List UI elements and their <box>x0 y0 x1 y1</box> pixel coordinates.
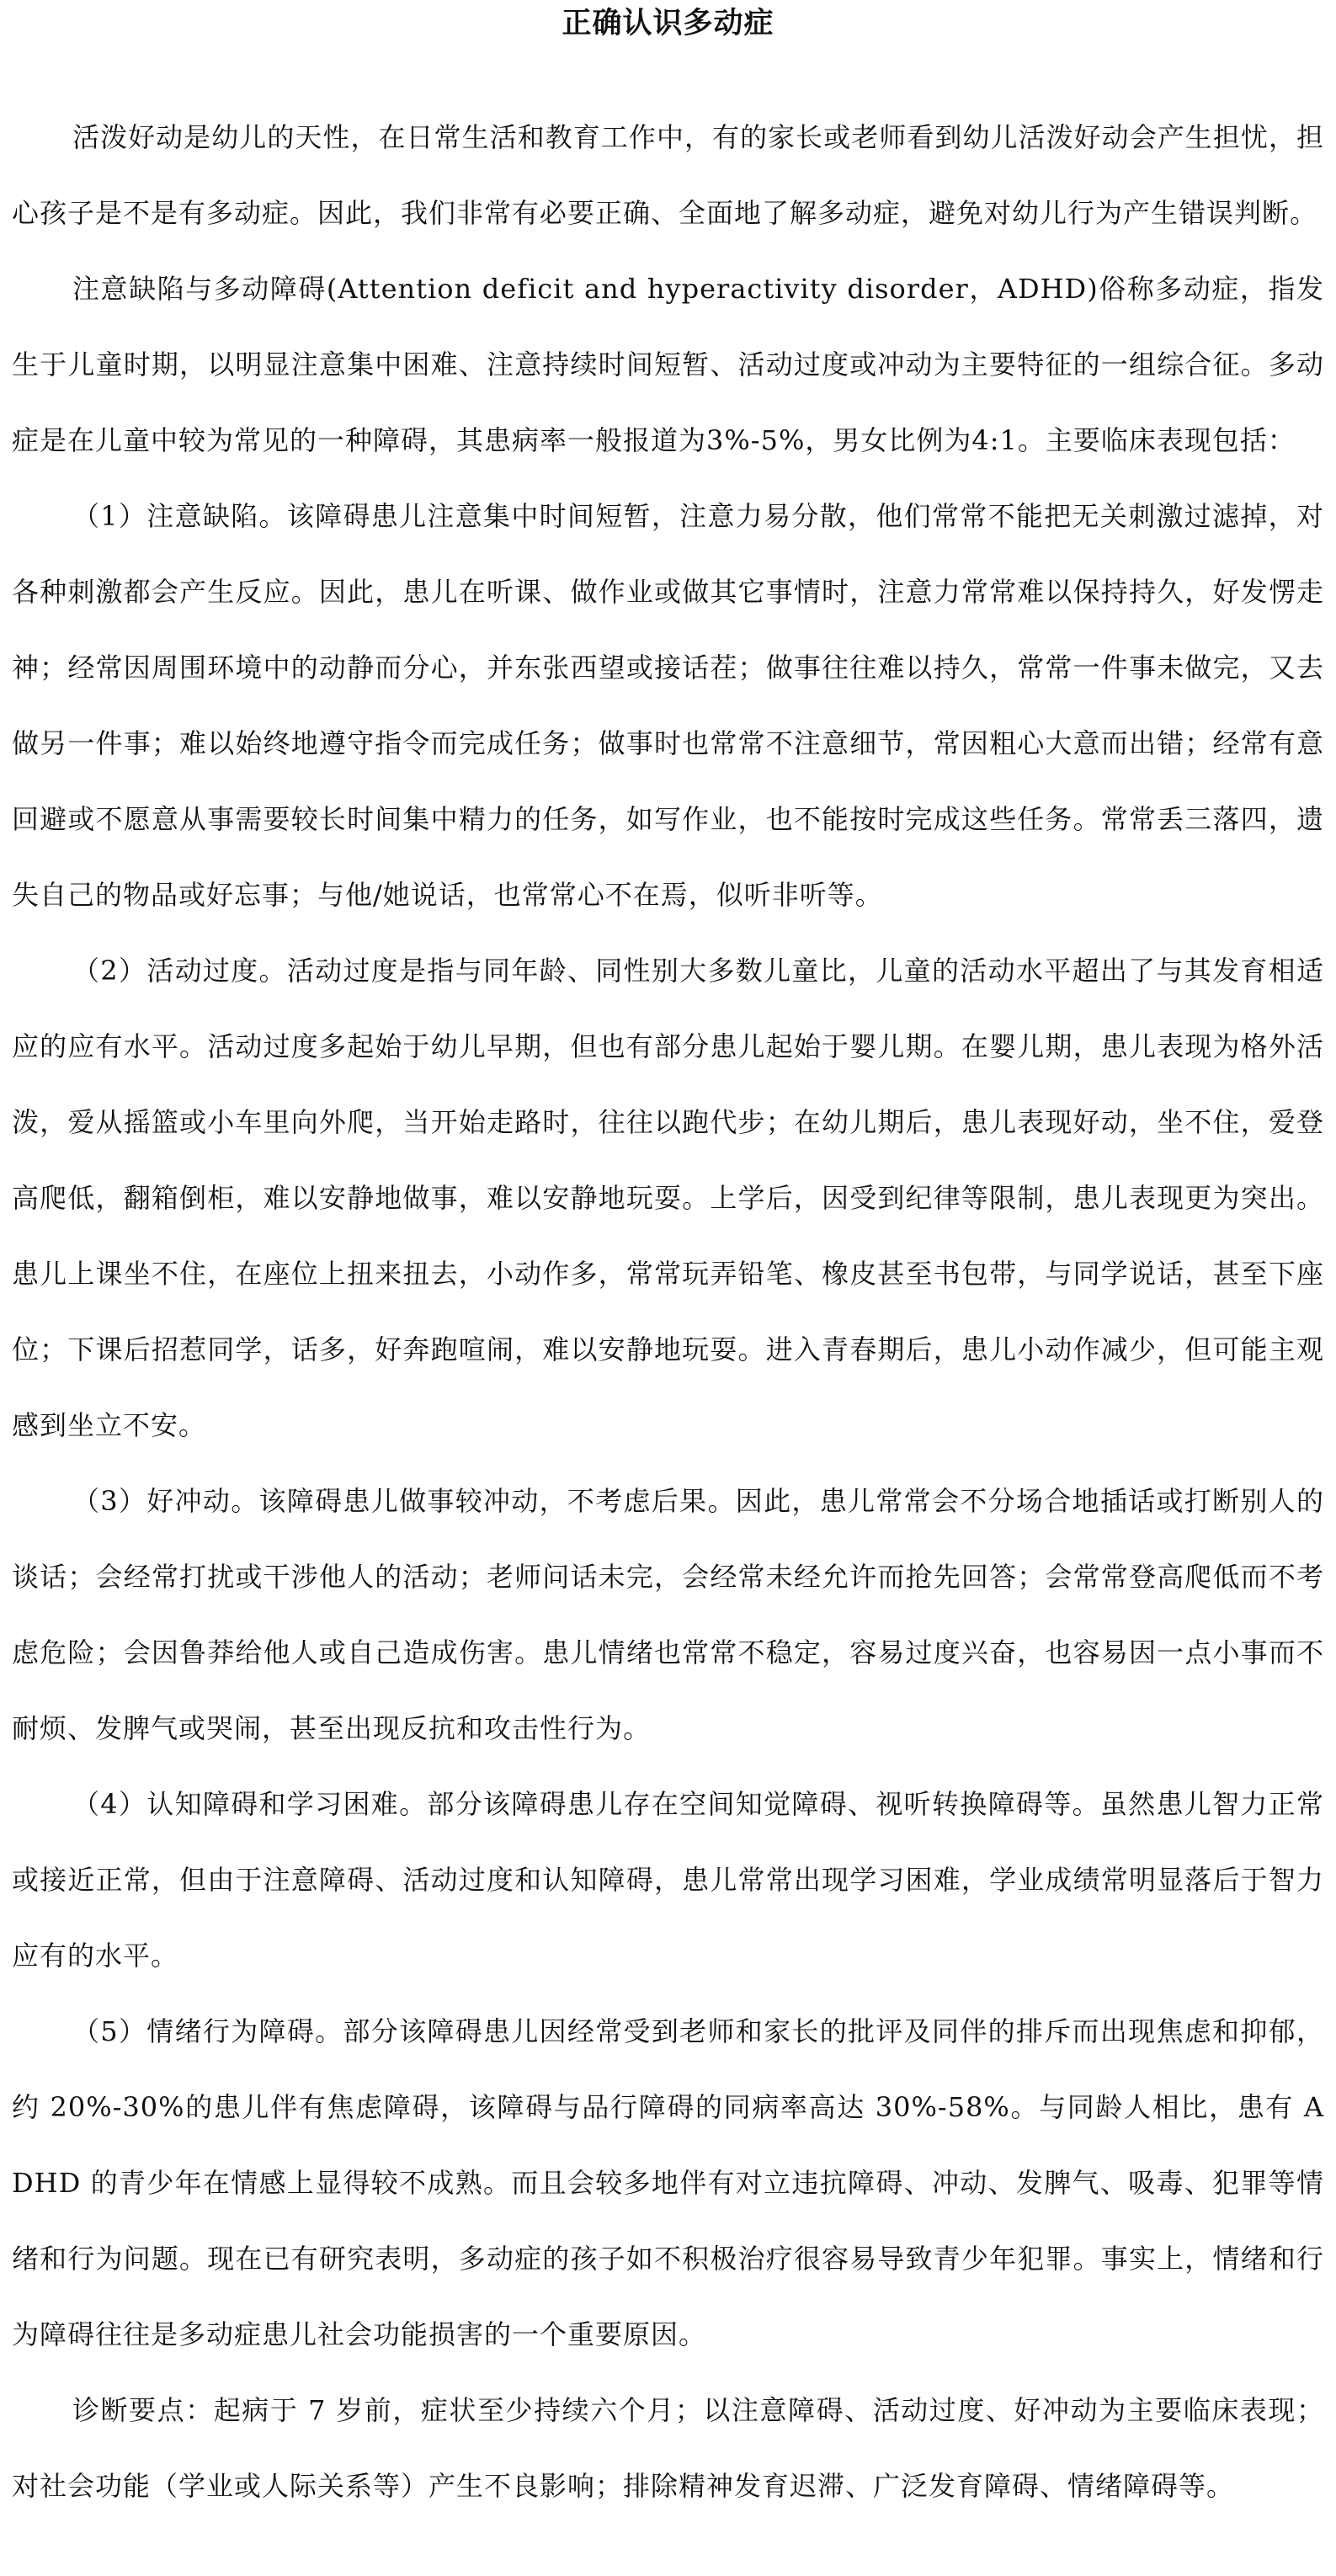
definition-paragraph: 注意缺陷与多动障碍(Attention deficit and hyperactivity disorder，ADHD)俗称多动症，指发生于儿童时期，以明显注意集中困难、注意持续时间短暂、活动过度或冲动为主要特征的一组综合征。多动症是在儿童中较为常见的一种障碍，其患病率一般报道为3%-5%，男女比例为4:1。主要临床表现包括： <box>12 273 1324 456</box>
symptom-cognition-paragraph: （4）认知障碍和学习困难。部分该障碍患儿存在空间知觉障碍、视听转换障碍等。虽然患儿智力正常或接近正常，但由于注意障碍、活动过度和认知障碍，患儿常常出现学习困难，学业成绩常明显落后于智力应有的水平。 <box>12 1788 1324 1972</box>
diagnosis-paragraph: 诊断要点：起病于 7 岁前，症状至少持续六个月；以注意障碍、活动过度、好冲动为主要临床表现；对社会功能（学业或人际关系等）产生不良影响；排除精神发育迟滞、广泛发育障碍、情绪障碍等。 <box>12 2394 1324 2502</box>
symptom-impulsivity-paragraph: （3）好冲动。该障碍患儿做事较冲动，不考虑后果。因此，患儿常常会不分场合地插话或打断别人的谈话；会经常打扰或干涉他人的活动；老师问话未完，会经常未经允许而抢先回答；会常常登高爬低而不考虑危险；会因鲁莽给他人或自己造成伤害。患儿情绪也常常不稳定，容易过度兴奋，也容易因一点小事而不耐烦、发脾气或哭闹，甚至出现反抗和攻击性行为。 <box>12 1485 1324 1744</box>
symptom-emotion-paragraph: （5）情绪行为障碍。部分该障碍患儿因经常受到老师和家长的批评及同伴的排斥而出现焦虑和抑郁，约 20%-30%的患儿伴有焦虑障碍，该障碍与品行障碍的同病率高达 30%-58%。与同龄人相比，患有 ADHD 的青少年在情感上显得较不成熟。而且会较多地伴有对立违抗障碍、冲动、发脾气、吸毒、犯罪等情绪和行为问题。现在已有研究表明，多动症的孩子如不积极治疗很容易导致青少年犯罪。事实上，情绪和行为障碍往往是多动症患儿社会功能损害的一个重要原因。 <box>12 2015 1324 2350</box>
document-title: 正确认识多动症 <box>562 6 774 40</box>
symptom-hyperactivity-paragraph: （2）活动过度。活动过度是指与同年龄、同性别大多数儿童比，儿童的活动水平超出了与其发育相适应的应有水平。活动过度多起始于幼儿早期，但也有部分患儿起始于婴儿期。在婴儿期，患儿表现为格外活泼，爱从摇篮或小车里向外爬，当开始走路时，往往以跑代步；在幼儿期后，患儿表现好动，坐不住，爱登高爬低，翻箱倒柜，难以安静地做事，难以安静地玩耍。上学后，因受到纪律等限制，患儿表现更为突出。患儿上课坐不住，在座位上扭来扭去，小动作多，常常玩弄铅笔、橡皮甚至书包带，与同学说话，甚至下座位；下课后招惹同学，话多，好奔跑喧闹，难以安静地玩耍。进入青春期后，患儿小动作减少，但可能主观感到坐立不安。 <box>12 955 1324 1441</box>
intro-paragraph: 活泼好动是幼儿的天性，在日常生活和教育工作中，有的家长或老师看到幼儿活泼好动会产生担忧，担心孩子是不是有多动症。因此，我们非常有必要正确、全面地了解多动症，避免对幼儿行为产生错误判断。 <box>12 121 1324 229</box>
symptom-attention-paragraph: （1）注意缺陷。该障碍患儿注意集中时间短暂，注意力易分散，他们常常不能把无关刺激过滤掉，对各种刺激都会产生反应。因此，患儿在听课、做作业或做其它事情时，注意力常常难以保持持久，好发愣走神；经常因周围环境中的动静而分心，并东张西望或接话茬；做事往往难以持久，常常一件事未做完，又去做另一件事；难以始终地遵守指令而完成任务；做事时也常常不注意细节，常因粗心大意而出错；经常有意回避或不愿意从事需要较长时间集中精力的任务，如写作业，也不能按时完成这些任务。常常丢三落四，遗失自己的物品或好忘事；与他/她说话，也常常心不在焉，似听非听等。 <box>12 500 1324 911</box>
